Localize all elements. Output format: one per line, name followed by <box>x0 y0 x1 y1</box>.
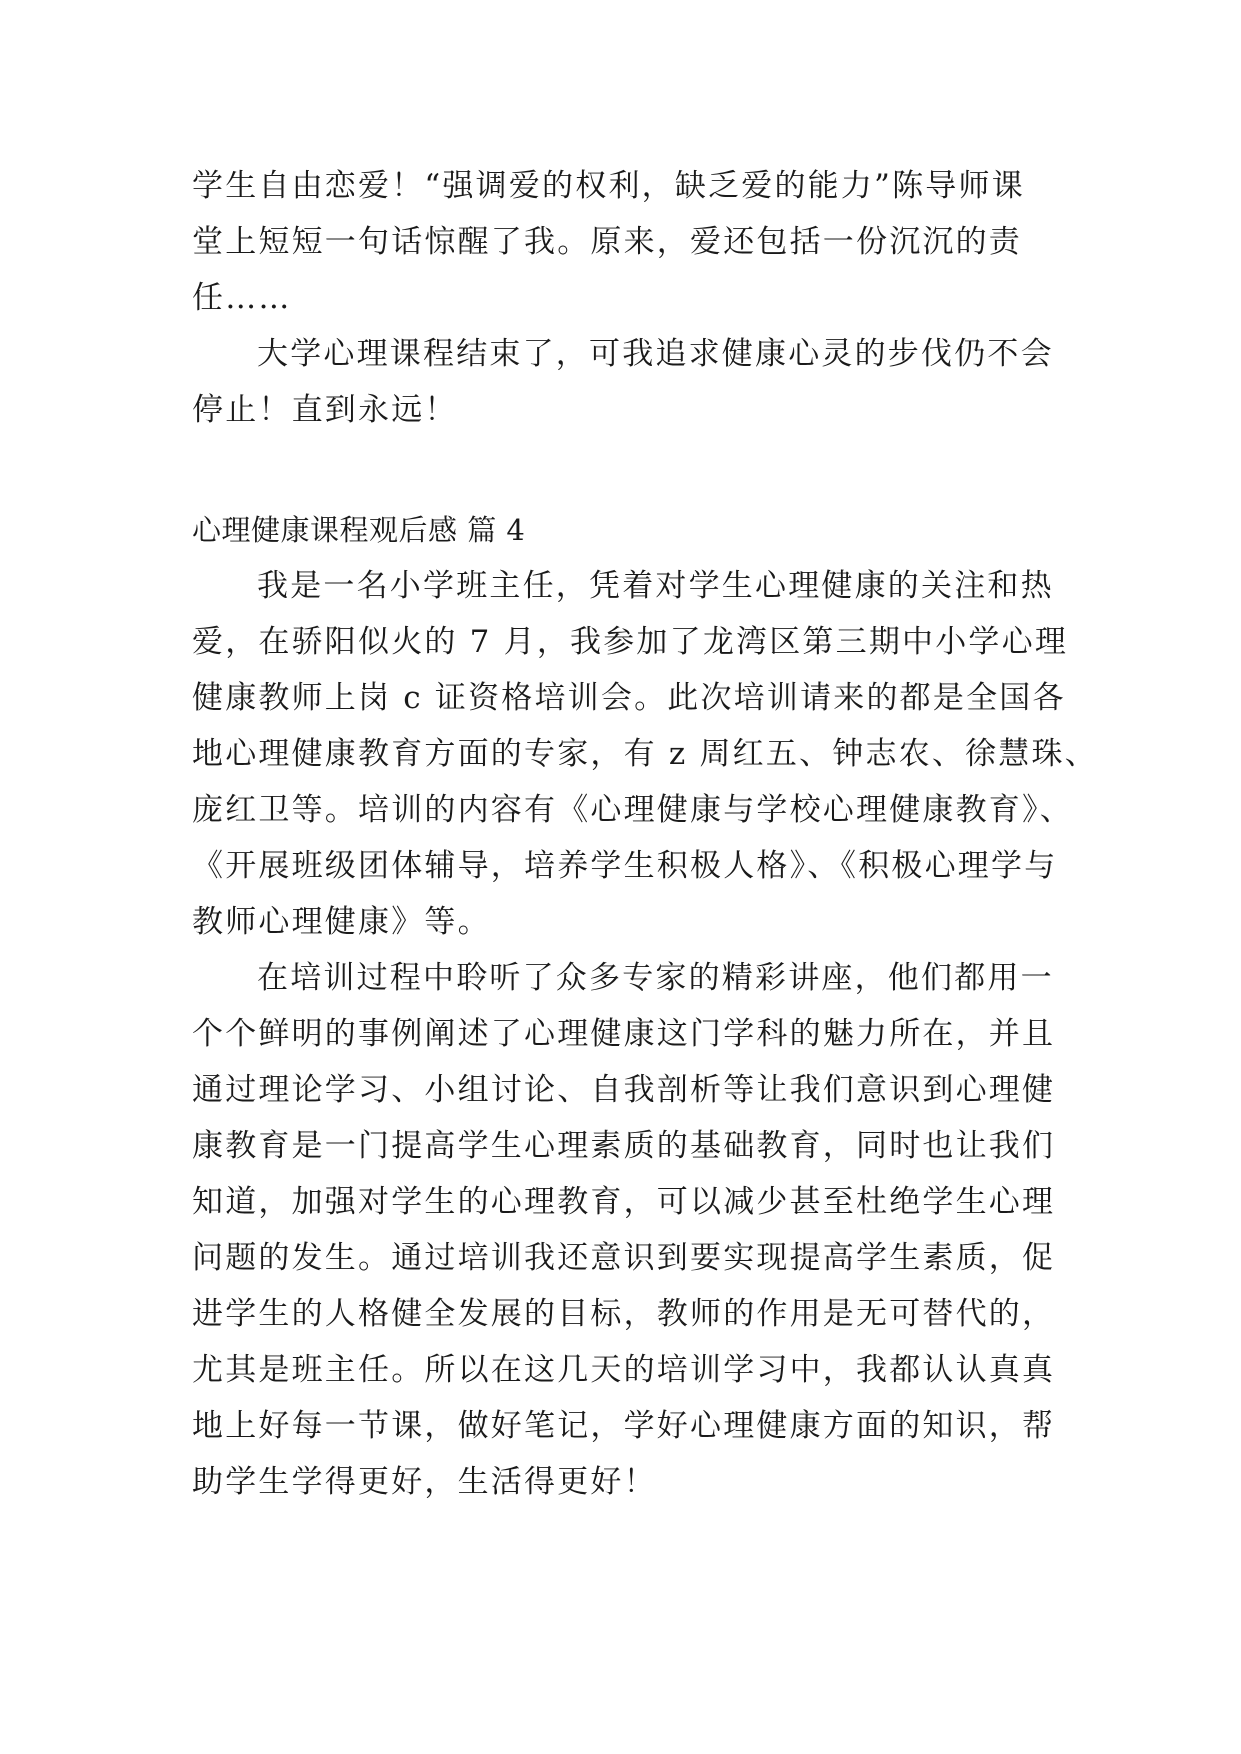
paragraph-line: 问题的发生。通过培训我还意识到要实现提高学生素质，促 <box>192 1240 1056 1276</box>
paragraph-line: 爱，在骄阳似火的 7 月，我参加了龙湾区第三期中小学心理 <box>192 624 1069 660</box>
paragraph-line: 教师心理健康》等。 <box>192 904 491 940</box>
paragraph-line: 地上好每一节课，做好笔记，学好心理健康方面的知识，帮 <box>192 1408 1056 1444</box>
paragraph-line: 我是一名小学班主任，凭着对学生心理健康的关注和热 <box>257 568 1054 604</box>
paragraph-line: 学生自由恋爱！“强调爱的权利，缺乏爱的能力”陈导师课 <box>192 168 1025 204</box>
paragraph-line: 任…… <box>192 280 292 316</box>
section-heading: 心理健康课程观后感 篇 4 <box>192 513 526 547</box>
paragraph-line: 庞红卫等。培训的内容有《心理健康与学校心理健康教育》、 <box>192 792 1073 828</box>
paragraph-line: 助学生学得更好，生活得更好！ <box>192 1464 657 1500</box>
paragraph-line: 地心理健康教育方面的专家，有 z 周红五、钟志农、徐慧珠、 <box>192 736 1098 772</box>
paragraph-line: 知道，加强对学生的心理教育，可以减少甚至杜绝学生心理 <box>192 1184 1056 1220</box>
paragraph-line: 停止！直到永远！ <box>192 392 458 428</box>
paragraph-1 <box>192 158 1052 326</box>
paragraph-line: 康教育是一门提高学生心理素质的基础教育，同时也让我们 <box>192 1128 1056 1164</box>
paragraph-line: 通过理论学习、小组讨论、自我剖析等让我们意识到心理健 <box>192 1072 1056 1108</box>
paragraph-line: 大学心理课程结束了，可我追求健康心灵的步伐仍不会 <box>257 336 1054 372</box>
paragraph-3 <box>192 558 1098 950</box>
document-page <box>192 158 1098 1510</box>
paragraph-line: 个个鲜明的事例阐述了心理健康这门学科的魅力所在，并且 <box>192 1016 1056 1052</box>
paragraph-line: 进学生的人格健全发展的目标，教师的作用是无可替代的， <box>192 1296 1056 1332</box>
paragraph-2 <box>192 326 1052 438</box>
paragraph-line: 在培训过程中聆听了众多专家的精彩讲座，他们都用一 <box>257 960 1054 996</box>
paragraph-line: 尤其是班主任。所以在这几天的培训学习中，我都认认真真 <box>192 1352 1056 1388</box>
paragraph-line: 《开展班级团体辅导，培养学生积极人格》、《积极心理学与 <box>192 848 1058 884</box>
paragraph-line: 堂上短短一句话惊醒了我。原来，爱还包括一份沉沉的责 <box>192 224 1022 260</box>
paragraph-4 <box>192 950 1056 1510</box>
paragraph-line: 健康教师上岗 c 证资格培训会。此次培训请来的都是全国各 <box>192 680 1066 716</box>
